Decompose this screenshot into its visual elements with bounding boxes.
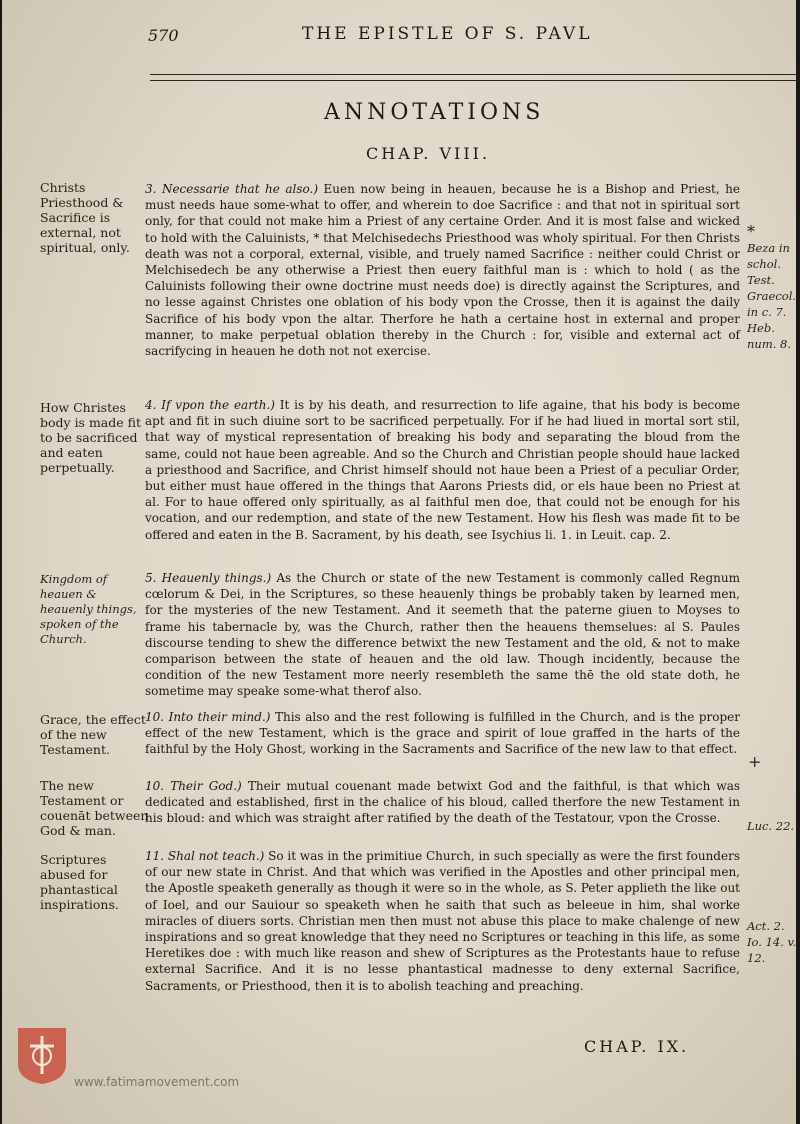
side-note-new-testament: The new Testament or couenāt between God & man. <box>40 778 149 838</box>
annotation-paragraph <box>145 778 740 827</box>
header-rule-thin <box>150 80 796 81</box>
annotation-paragraph <box>145 181 740 359</box>
paragraph-lemma: 4. If vpon the earth.) <box>145 398 275 412</box>
side-note-scriptures: Scriptures abused for phantastical inspirations. <box>40 852 119 912</box>
header-rule-thick <box>150 74 796 75</box>
website-watermark[interactable]: www.fatimamovement.com <box>74 1075 240 1089</box>
paragraph-lemma: 11. Shal not teach.) <box>145 849 265 863</box>
section-heading: ANNOTATIONS <box>324 100 545 125</box>
paragraph-lemma: 5. Heauenly things.) <box>145 571 272 585</box>
right-note-luke: Luc. 22. <box>747 819 795 833</box>
next-chapter-heading: CHAP. IX. <box>584 1037 690 1056</box>
chapter-heading: CHAP. VIII. <box>366 144 491 163</box>
paragraph-text: Their mutual couenant made betwixt God and the faithful, is that which was dedicated and established, first in the chalice of his bloud, called therfore the new Testament in his bloud: and which was straight after ratified by the death of the Testatour, vpon the Crosse. <box>145 779 741 826</box>
side-note-grace: Grace, the effect of the new Testament. <box>40 712 146 757</box>
side-note-kingdom: Kingdom of heauen & heauenly things, spoken of the Church. <box>40 572 137 646</box>
asterisk-mark: * <box>747 222 755 241</box>
paragraph-text: As the Church or state of the new Testament is commonly called Regnum cœlorum & Dei, in the Scriptures, so these heauenly things be probably taken by learned men, for the mysteries of the new Testament. And it seemeth that the paterne giuen to Moyses to frame his tabernacle by, was the Church, rather then the heauens themselues: al S. Paules discourse tending to shew the difference betwixt the new Testament and the old, & not to make comparison between the state of heauen and the old law. Though incidently, because the condition of the new Testament more neerly resembleth the same thē the old state doth, he sometime may speake some-what therof also. <box>145 571 740 699</box>
paragraph-text: So it was in the primitiue Church, in such specially as were the first founders of our new state in Christ. And that which was verified in the Apostles and other principal men, the Apostle speaketh generally as though it were so in the whole, as S. Peter applieth the like out of Ioel, and our Sauiour so speaketh when he saith that such as beleeue in him, shal worke miracles of diuers sorts. Christian men then must not abuse this place to make chalenge of new inspirations and so great knowledge that they need no Scriptures or teaching in this life, as some Heretikes doe : with much like reason and shew of Scriptures as the Protestants haue to refuse external Sacrifice. And it is no lesse phantastical madnesse to deny external Sacrifice, Sacraments, or Priesthood, then it is to abolish teaching and preaching. <box>145 849 740 993</box>
annotation-paragraph <box>145 848 740 994</box>
annotation-paragraph <box>145 397 740 543</box>
right-note-acts: Act. 2. Io. 14. v. 12. <box>747 919 796 965</box>
side-note-christs-body: How Christes body is made fit to be sacrificed and eaten perpetually. <box>40 400 141 475</box>
paragraph-lemma: 10. Into their mind.) <box>145 710 271 724</box>
annotation-paragraph <box>145 709 740 758</box>
page-number: 570 <box>148 26 179 45</box>
paragraph-text: This also and the rest following is fulfilled in the Church, and is the proper effect of the new Testament, which is the grace and spirit of loue graffed in the harts of the faithful by the Holy Ghost, working in the Sacraments and Sacrifice of the new law to that effect. <box>145 710 740 757</box>
paragraph-text: Euen now being in heauen, because he is a Bishop and Priest, he must needs haue some-what to offer, and wherein to doe Sacrifice : and that not in spiritual sort only, for that could not make him a Priest of any certaine Order. And it is most false and wicked to hold with the Caluinists, * that Melchisedechs Priesthood was wholy spiritual. For then Christs death was not a corporal, external, visible, and truely named Sacrifice : neither could Christ or Melchisedech be any otherwise a Priest then euery faithful man is : which to hold ( as the Caluinists following their owne doctrine must needs doe) is directly against the Scriptures, and no lesse against Christes one oblation of his body vpon the Crosse, then it is against the daily Sacrifice of his body vpon the altar. Therfore he hath a certaine host in external and proper manner, to make perpetual oblation thereby in the Church : for, visible and external act of sacrifycing in heauen he doth not not exercise. <box>145 182 740 359</box>
paragraph-text: It is by his death, and resurrection to life againe, that his body is become apt and fit in such diuine sort to be sacrificed perpetually. For if he had liued in mortal sort stil, that way of mystical representation of breaking his body and separating the bloud from the same, could not haue been agreable. And so the Church and Christian people should haue lacked a priesthood and Sacrifice, and Christ himself should not haue been a Priest of a peculiar Order, but either must haue offered in the things that Aarons Priests did, or els haue been no Priest at al. For to haue offered only spiritually, as al faithful men doe, that could not be enough for his vocation, and our redemption, and state of the new Testament. How his flesh was made fit to be offered and eaten in the B. Sacrament, by his death, see Isychius li. 1. in Leuit. cap. 2. <box>145 398 740 542</box>
fatima-emblem-icon <box>16 1026 68 1086</box>
book-page <box>2 0 796 1124</box>
running-head <box>2 24 796 52</box>
side-note-priesthood: Christs Priesthood & Sacrifice is external, not spiritual, only. <box>40 180 130 255</box>
right-note-beza: Beza in schol. Test. Graecol. in c. 7. Heb. num. 8. <box>747 241 796 351</box>
annotation-paragraph <box>145 570 740 700</box>
paragraph-lemma: 3. Necessarie that he also.) <box>145 182 319 196</box>
paragraph-lemma: 10. Their God.) <box>145 779 242 793</box>
running-title: THE EPISTLE OF S. PAVL <box>302 24 593 44</box>
cross-mark: + <box>748 752 762 771</box>
